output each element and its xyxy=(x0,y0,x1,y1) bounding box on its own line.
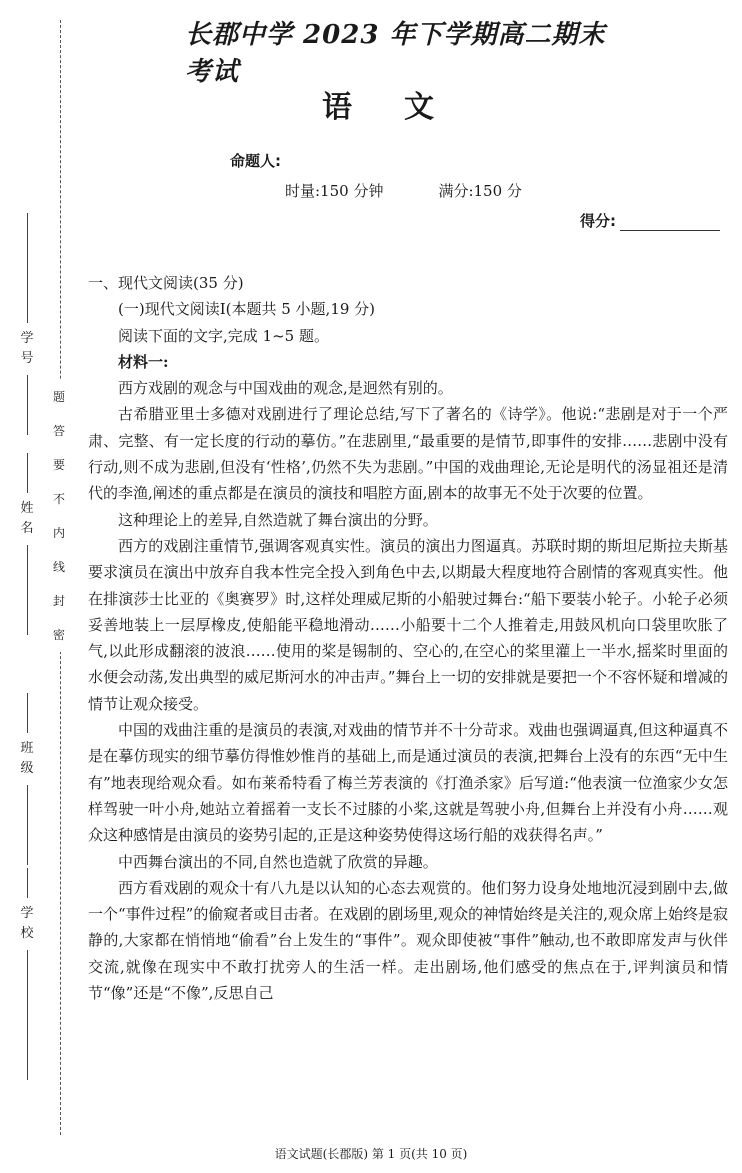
setter-label: 命题人: xyxy=(230,152,281,170)
seal-char: 线 xyxy=(52,560,65,574)
seal-char: 封 xyxy=(52,594,65,608)
seal-char: 内 xyxy=(52,526,65,540)
paragraph: 西方看戏剧的观众十有八九是以认知的心态去观赏的。他们努力设身处地地沉浸到剧中去,做一个“事件过程”的偷窥者或目击者。在戏剧的剧场里,观众的神情始终是关注的,观众席上始终是寂静的,大家都在悄悄地“偷看”台上发生的“事件”。观众即使被“事件”触动,也不敢即席发声与伙伴交流,就像在现实中不敢打扰旁人的生活一样。走出剧场,他们感受的焦点在于,评判演员和情节“像”还是“不像”,反思自己 xyxy=(88,878,728,1003)
exam-title: 长郡中学 2023 年下学期高二期末考试 xyxy=(185,20,606,87)
time-label: 时量:150 分钟 xyxy=(285,182,384,200)
paragraph: 西方戏剧的观念与中国戏曲的观念,是迥然有别的。 xyxy=(118,379,453,398)
full-marks-label: 满分:150 分 xyxy=(438,182,522,200)
exam-info xyxy=(285,180,522,201)
name-field[interactable] xyxy=(16,450,38,638)
seal-char: 不 xyxy=(52,492,65,506)
student-no-field[interactable] xyxy=(16,210,38,438)
class-field[interactable] xyxy=(16,690,38,868)
school-field[interactable] xyxy=(16,865,38,1083)
part-title: (一)现代文阅读Ⅰ(本题共 5 小题,19 分) xyxy=(118,300,376,319)
paragraph: 古希腊亚里士多德对戏剧进行了理论总结,写下了著名的《诗学》。他说:“悲剧是对于一个严肃、完整、有一定长度的行动的摹仿。”在悲剧里,“最重要的是情节,即事件的安排……悲剧中没有行动,则不成为悲剧,但没有‘性格’,仍然不失为悲剧。”中国的戏曲理论,无论是明代的汤显祖还是清代的李渔,阐述的重点都是在演员的演技和唱腔方面,剧本的故事无不处于次要的位置。 xyxy=(88,405,728,503)
material-label: 材料一: xyxy=(118,352,169,371)
seal-char: 密 xyxy=(52,628,65,642)
question-content xyxy=(88,270,728,1006)
page-footer: 语文试题(长郡版) 第 1 页(共 10 页) xyxy=(274,1147,468,1161)
paragraph: 中国的戏曲注重的是演员的表演,对戏曲的情节并不十分苛求。戏曲也强调逼真,但这种逼真不是在摹仿现实的细节摹仿得惟妙惟肖的基础上,而是通过演员的表演,把舞台上没有的东西“无中生有”地表现给观众看。如布莱希特看了梅兰芳表演的《打渔杀家》后写道:“他表演一位渔家少女怎样驾驶一叶小舟,她站立着摇着一支长不过膝的小桨,这就是驾驶小舟,但舞台上并没有小舟……观众这种感情是由演员的姿势引起的,正是这种姿势使得这场行船的戏获得名声。” xyxy=(88,721,728,845)
paragraph: 这种理论上的差异,自然造就了舞台演出的分野。 xyxy=(118,510,438,529)
seal-char: 题 xyxy=(52,390,65,404)
school-label: 学 校 xyxy=(20,906,34,941)
seal-char: 答 xyxy=(52,424,65,438)
seal-char: 要 xyxy=(52,458,65,472)
name-label: 姓 名 xyxy=(20,501,34,536)
score-label: 得分: xyxy=(580,212,616,230)
class-label: 班 级 xyxy=(20,741,34,776)
score-field[interactable] xyxy=(580,210,720,231)
instruction: 阅读下面的文字,完成 1~5 题。 xyxy=(118,326,329,345)
subject-title: 语文 xyxy=(322,90,486,125)
student-no-label: 学 号 xyxy=(20,331,34,366)
seal-notice xyxy=(52,380,66,652)
section-title: 一、现代文阅读(35 分) xyxy=(88,274,244,292)
binding-margin xyxy=(0,0,78,1173)
score-blank[interactable] xyxy=(620,214,720,231)
paragraph: 西方的戏剧注重情节,强调客观真实性。演员的演出力图逼真。苏联时期的斯坦尼斯拉夫斯基要求演员在演出中放弃自我本性完全投入到角色中去,以期最大程度地符合剧情的客观真实性。他在排演莎士比亚的《奥赛罗》时,这样处理威尼斯的小船驶过舞台:“船下要装小轮子。小轮子必须妥善地装上一层厚橡皮,使船能平稳地滑动……小船要十二个人推着走,用鼓风机向口袋里吹胀了气,以此形成翻滚的波浪……使用的桨是锡制的、空心的,在空心的桨里灌上一半水,摇桨时里面的水便会动荡,发出典型的威尼斯河水的冲击声。”舞台上一切的安排就是要把一个不容怀疑和增减的情节让观众接受。 xyxy=(88,536,728,713)
paragraph: 中西舞台演出的不同,自然也造就了欣赏的异趣。 xyxy=(118,852,438,871)
